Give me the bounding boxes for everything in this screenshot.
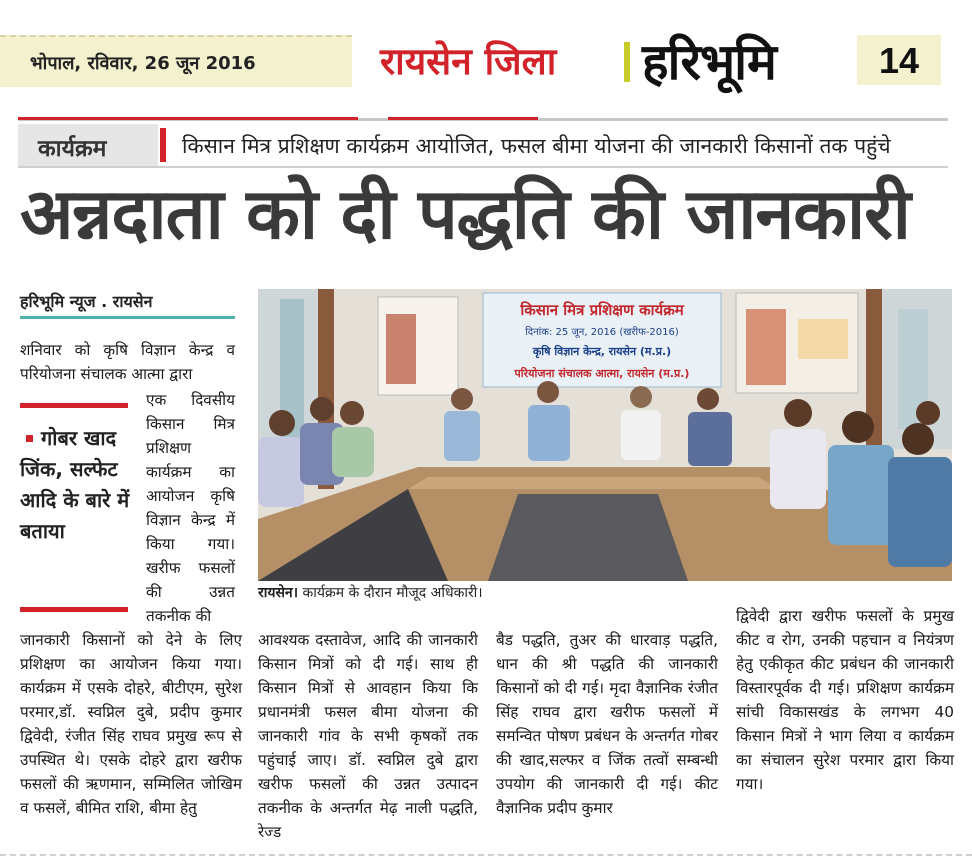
news-photo: [258, 289, 952, 581]
banner-org-1: कृषि विज्ञान केन्द्र, रायसेन (म.प्र.): [532, 345, 672, 358]
article-column-3: बैड पद्धति, तुअर की धारवाड़ पद्धति, धान की श्री पद्धति की जानकारी किसानों को दी गई। मृदा वैज्ञानिक रंजीत सिंह राघव द्वारा खरीफ फसलों में समन्वित पोषण प्रबंधन के अन्तर्गत गोबर की खाद,सल्फर व जिंक तत्वों सम्बन्धी उपयोग की जानकारी दी गई। कीट वैज्ञानिक प्रदीप कुमार: [496, 631, 718, 817]
article-column-2: आवश्यक दस्तावेज, आदि की जानकारी किसान मित्रों को दी गई। साथ ही किसान मित्रों से आवहान किया कि प्रधानमंत्री फसल बीमा योजना की जानकारी गांव के सभी कृषकों तक पहुंचाई जाए। डॉ. स्वप्निल दुबे द्वारा खरीफ फसलों की उन्नत उत्पादन तकनीक के अन्तर्गत मेढ़ नाली पद्धति, रेज्ड: [258, 631, 478, 841]
article-lead: शनिवार को कृषि विज्ञान केन्द्र व परियोजना संचालक आत्मा द्वारा: [20, 341, 235, 383]
pullquote-bottom-rule: [20, 607, 128, 612]
banner-date: दिनांक: 25 जून, 2016 (खरीफ-2016): [525, 327, 679, 338]
page-number: 14: [857, 35, 941, 85]
bullet-square-icon: [26, 435, 33, 442]
photo-scene: [258, 289, 952, 581]
byline-rule: [20, 316, 235, 319]
masthead-divider: [624, 42, 630, 82]
photo-caption: [258, 582, 952, 606]
byline: हरिभूमि न्यूज . रायसेन: [20, 292, 153, 311]
banner-title: किसान मित्र प्रशिक्षण कार्यक्रम: [520, 301, 684, 319]
dateline-strip: [0, 35, 352, 87]
kicker-rule: [18, 166, 948, 168]
caption-text: कार्यक्रम के दौरान मौजूद अधिकारी।: [302, 585, 483, 601]
kicker-text: किसान मित्र प्रशिक्षण कार्यक्रम आयोजित, फसल बीमा योजना की जानकारी किसानों तक पहुंचे: [182, 134, 891, 158]
kicker-divider: [160, 128, 166, 162]
article-column-1-top: एक दिवसीय किसान मित्र प्रशिक्षण कार्यक्रम का आयोजन कृषि विज्ञान केन्द्र में किया गया। खरीफ फसलों की उन्नत तकनीक की: [146, 391, 235, 625]
section-name: रायसेन जिला: [380, 40, 557, 83]
top-rule-accent: [18, 117, 358, 120]
pullquote-text: गोबर खाद जिंक, सल्फेट आदि के बारे में बताया: [20, 426, 130, 543]
banner-org-2: परियोजना संचालक आत्मा, रायसेन (म.प्र.): [514, 367, 690, 380]
kicker-label: कार्यक्रम: [38, 136, 107, 162]
pullquote-top-rule: [20, 403, 128, 408]
bottom-rule: [0, 854, 972, 856]
kicker-label-box: [18, 124, 158, 166]
dateline: भोपाल, रविवार, 26 जून 2016: [30, 53, 256, 74]
article-column-4: द्विवेदी द्वारा खरीफ फसलों के प्रमुख कीट व रोग, उनकी पहचान व नियंत्रण हेतु एकीकृत कीट प्रबंधन की जानकारी विस्तारपूर्वक दी गई। प्रशिक्षण कार्यक्रम सांची विकासखंड के लगभग 40 किसान मित्रों ने भाग लिया व कार्यक्रम का संचालन सुरेश परमार द्वारा किया गया।: [736, 607, 954, 793]
headline: अन्नदाता को दी पद्धति की जानकारी: [20, 173, 910, 255]
caption-location: रायसेन।: [258, 585, 299, 601]
pullquote: [20, 423, 132, 547]
newspaper-logo: हरिभूमि: [642, 33, 776, 91]
top-rule-accent: [388, 117, 538, 120]
article-column-1: जानकारी किसानों को देने के लिए प्रशिक्षण का आयोजन किया गया। कार्यक्रम में एसके दोहरे, बीटीएम, सुरेश परमार,डॉ. स्वप्निल दुबे, प्रदीप कुमार द्विवेदी, रंजीत सिंह राघव प्रमुख रूप से उपस्थित थे। एसके दोहरे द्वारा खरीफ फसलों की ऋणमान, सम्मिलित जोखिम व फसलें, बीमित राशि, बीमा हेतु: [20, 631, 242, 817]
